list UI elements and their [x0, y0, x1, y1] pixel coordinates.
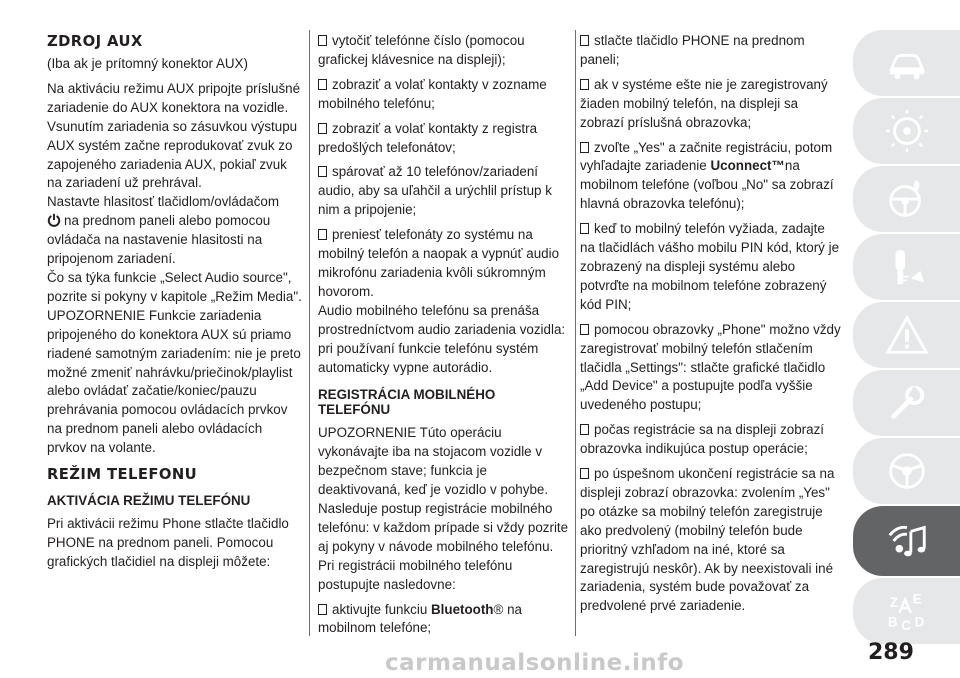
heading-phone-registration: REGISTRÁCIA MOBILNÉHO TELEFÓNU	[318, 387, 496, 418]
list-item-text: pomocou obrazovky „Phone" možno vždy zaregistrovať mobilný telefón stlačením tlačidla „Settings": stlačte grafické tlačidlo „Add Device" a postupujte podľa vyššie uvedeného postupu;	[580, 321, 841, 413]
heading-aux-source: ZDROJ AUX	[47, 33, 143, 50]
paragraph: Vsunutím zariadenia so zásuvkou výstupu AUX systém začne reprodukovať zvuk zo zapojeného zariadenia AUX, pokiaľ zvuk na zariadení už prehrával.	[47, 118, 298, 191]
column-divider	[309, 30, 310, 636]
list-item-text: po úspešnom ukončení registrácie sa na displeji zobrazí obrazovka: zvolením „Yes" po otázke sa mobilný telefón zaregistruje ako predvolený (mobilný telefón bude prioritný vzhľadom na iné, ktoré sa zaregistrujú neskôr). Ak by neexistovali iné zariadenia, systém bude považovať za predvolené prvé zariadenie.	[580, 466, 835, 614]
list-item	[580, 220, 842, 315]
paragraph-notice: UPOZORNENIE Túto operáciu vykonávajte iba na stojacom vozidle v bezpečnom stave; funkcia je deaktivovaná, keď je vozidlo v pohybe.	[318, 425, 549, 498]
list-item-text: keď to mobilný telefón vyžiada, zadajte na tlačidlách vášho mobilu PIN kód, ktorý je zobrazený na displeji systému alebo potvrďte na mobilnom telefóne zobrazený kód PIN;	[580, 221, 840, 312]
svg-text:B: B	[887, 614, 898, 630]
bullet-box-icon	[318, 229, 327, 240]
tab-car-info[interactable]	[853, 30, 960, 96]
paragraph: (Iba ak je prítomný konektor AUX)	[47, 56, 248, 71]
bullet-box-icon	[318, 123, 327, 134]
bullet-box-icon	[318, 166, 327, 177]
list-item-text: preniesť telefonáty zo systému na mobilný telefón a naopak a vypnúť audio mikrofónu zariadenia kvôli súkromným hovorom.	[318, 227, 560, 299]
tab-multimedia[interactable]	[853, 506, 960, 576]
tab-starting[interactable]	[853, 234, 960, 300]
power-knob-icon	[47, 213, 61, 227]
list-item-text: aktivujte funkciu	[332, 601, 431, 617]
heading-phone-activation: AKTIVÁCIA REŽIMU TELEFÓNU	[47, 493, 251, 509]
column-1	[47, 32, 303, 578]
list-item-text: počas registrácie sa na displeji zobrazí obrazovka indikujúca postup operácie;	[580, 422, 824, 457]
bullet-box-icon	[580, 142, 589, 153]
list-item	[318, 163, 570, 220]
tab-safety[interactable]	[853, 166, 960, 232]
bullet-box-icon	[318, 79, 327, 90]
watermark: carmanualsonline.info	[385, 650, 685, 676]
paragraph-volume	[47, 193, 303, 269]
list-item	[580, 465, 842, 616]
paragraph: Na aktiváciu režimu AUX pripojte príslušné zariadenie do AUX konektora na vozidle.	[47, 80, 301, 115]
bullet-box-icon	[318, 35, 327, 46]
maintenance-icon	[884, 380, 930, 426]
list-item-text: ® na mobilnom telefóne;	[318, 601, 522, 636]
dashboard-icon	[884, 108, 930, 154]
heading-phone-mode: REŽIM TELEFONU	[47, 466, 198, 484]
list-item	[318, 601, 570, 639]
safety-icon	[884, 176, 930, 222]
tab-dashboard[interactable]	[853, 98, 960, 164]
bullet-box-icon	[580, 35, 589, 46]
tab-index[interactable]	[853, 578, 960, 644]
svg-text:C: C	[900, 618, 911, 634]
bullet-box-icon	[318, 604, 327, 615]
tab-warning[interactable]	[853, 302, 960, 368]
paragraph-text: Nastavte hlasitosť tlačidlom/ovládačom	[47, 194, 280, 210]
tab-maintenance[interactable]	[853, 370, 960, 436]
list-item	[318, 76, 570, 114]
list-item-text: zobraziť a volať kontakty v zozname mobilného telefónu;	[318, 76, 547, 111]
paragraph: Pri registrácii mobilného telefónu postupujte nasledovne:	[318, 557, 513, 592]
brand-bluetooth: Bluetooth	[431, 601, 494, 617]
paragraph: Čo sa týka funkcie „Select Audio source", pozrite si pokyny v kapitole „Režim Media".	[47, 269, 302, 304]
column-2	[318, 32, 570, 644]
svg-text:D: D	[914, 614, 924, 630]
list-item-text: na mobilnom telefóne (voľbou „No" sa zobrazí hlavná obrazovka telefónu);	[580, 158, 834, 212]
list-item-text: ak v systéme ešte nie je zaregistrovaný žiaden mobilný telefón, na displeji sa zobrazí príslušná obrazovka;	[580, 76, 828, 130]
bullet-box-icon	[580, 324, 589, 335]
warning-icon	[884, 312, 930, 358]
list-item	[580, 32, 842, 70]
tab-technical-data[interactable]	[853, 438, 960, 504]
bullet-box-icon	[580, 468, 589, 479]
list-item	[580, 421, 842, 459]
list-item-text: stlačte tlačidlo PHONE na prednom paneli;	[580, 33, 805, 67]
paragraph-text: na prednom paneli alebo pomocou ovládača na nastavenie hlasitosti na pripojenom zariadení.	[47, 213, 271, 267]
chapter-tabs	[853, 30, 960, 646]
paragraph-notice: UPOZORNENIE Funkcie zariadenia pripojeného do konektora AUX sú priamo riadené samotným zariadením: nie je preto možné zmeniť nahrávku/priečinok/playlist alebo ovládať začatie/koniec/pauzu prehrávania pomocou ovládacích prvkov na prednom paneli alebo ovládacích prvkov na volante.	[47, 307, 301, 456]
paragraph: Audio mobilného telefónu sa prenáša prostredníctvom audio zariadenia vozidla: pri používaní funkcie telefónu systém automaticky vypne autorádio.	[318, 302, 566, 375]
paragraph: Pri aktivácii režimu Phone stlačte tlačidlo PHONE na prednom paneli. Pomocou grafických tlačidiel na displeji môžete:	[47, 516, 289, 569]
list-item	[580, 76, 842, 133]
car-info-icon	[884, 40, 930, 86]
list-item	[318, 120, 570, 158]
technical-data-icon	[884, 448, 930, 494]
list-item-text: zobraziť a volať kontakty z registra predošlých telefonátov;	[318, 120, 538, 155]
bullet-box-icon	[580, 79, 589, 90]
list-item	[580, 139, 842, 215]
brand-uconnect: Uconnect™	[710, 158, 785, 174]
starting-icon	[884, 244, 930, 290]
index-icon	[884, 588, 930, 634]
paragraph: Nasleduje postup registrácie mobilného telefónu: v každom prípade si vždy pozrite aj pokyny v návode mobilného telefónu.	[318, 501, 569, 554]
column-divider	[575, 30, 576, 636]
svg-text:Z: Z	[889, 595, 898, 611]
bullet-box-icon	[580, 424, 589, 435]
svg-text:E: E	[912, 591, 922, 607]
list-item-text: spárovať až 10 telefónov/zariadení audio, aby sa uľahčil a urýchlil prístup k nim a pripojenie;	[318, 164, 552, 218]
multimedia-icon	[884, 518, 930, 564]
page-number: 289	[868, 640, 914, 665]
column-3	[580, 32, 842, 622]
list-item	[318, 32, 570, 70]
list-item-text: zvoľte „Yes" a začnite registráciu, potom vyhľadajte zariadenie	[580, 139, 833, 174]
list-item-text: vytočiť telefónne číslo (pomocou grafickej klávesnice na displeji);	[318, 33, 525, 67]
list-item	[318, 226, 570, 302]
bullet-box-icon	[580, 223, 589, 234]
list-item	[580, 321, 842, 416]
